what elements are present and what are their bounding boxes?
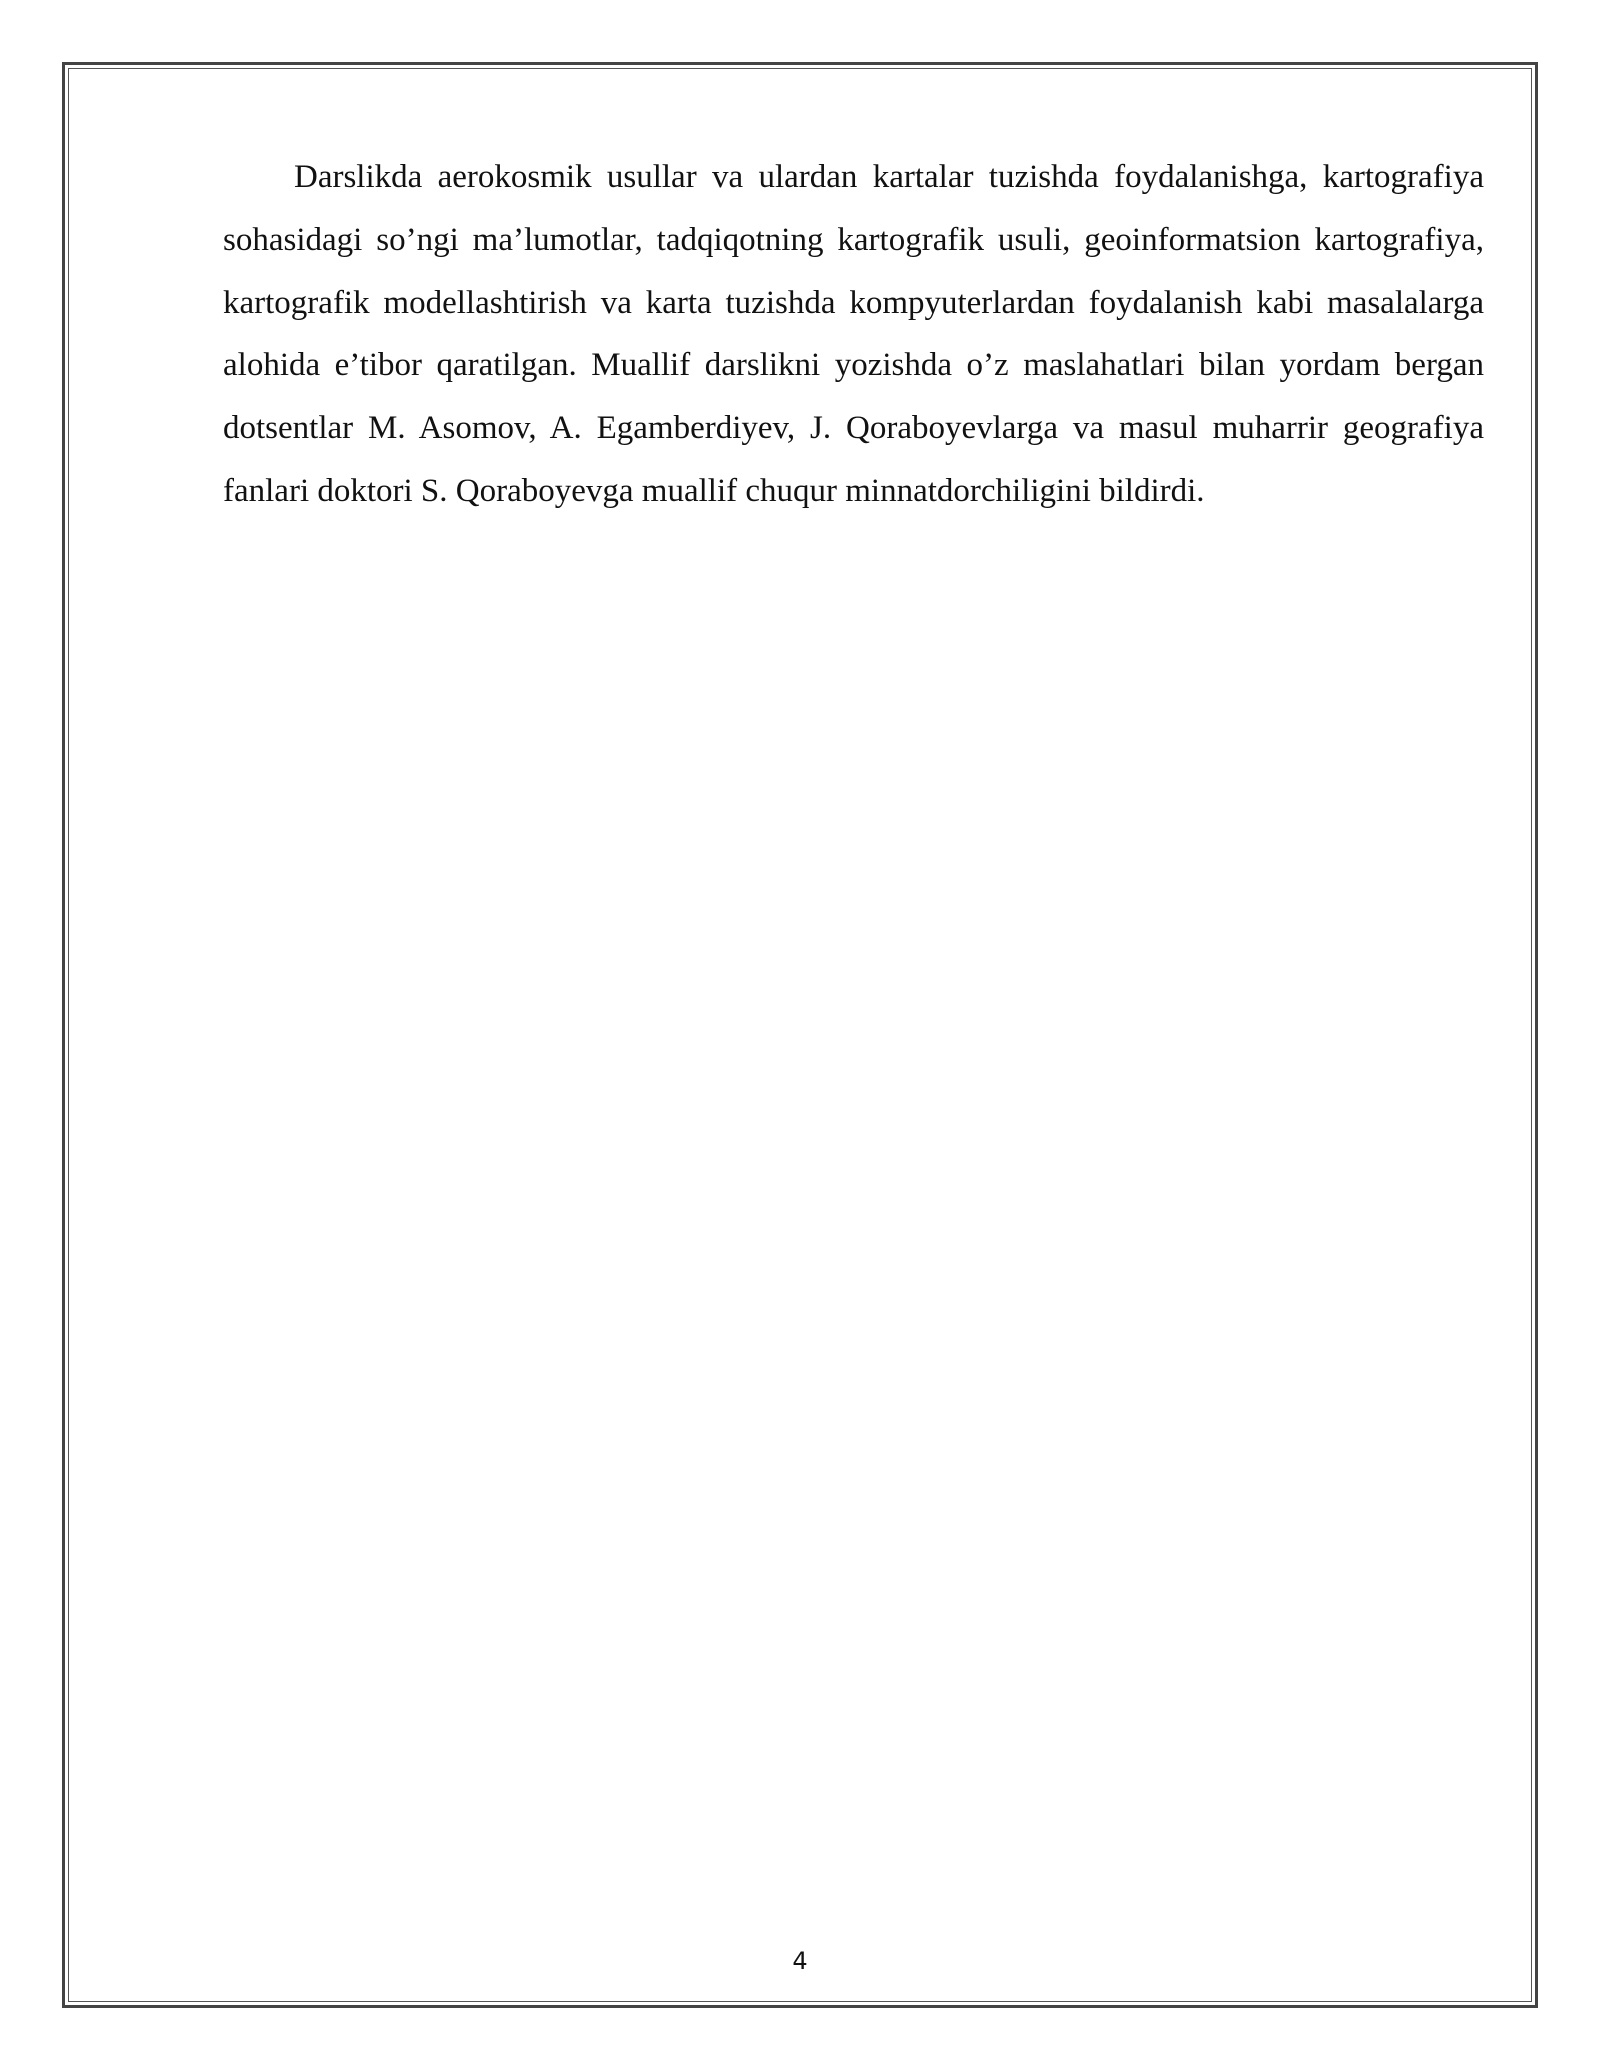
page-number: 4 [792, 1947, 808, 1975]
body-paragraph: Darslikda aerokosmik usullar va ulardan kartalar tuzishda foydalanishga, kartografiya sohasidagi so’ngi ma’lumotlar, tadqiqotning kartografik usuli, geoinformatsion kartografiya, kartografik modellashtirish va karta tuzishda kompyuterlardan foydalanish kabi masalalarga alohida e’tibor qaratilgan. Muallif darslikni yozishda o’z maslahatlari bilan yordam bergan dotsentlar M. Asomov, A. Egamberdiyev, J. Qoraboyevlarga va masul muharrir geografiya fanlari doktori S. Qoraboyevga muallif chuqur minnatdorchiligini bildirdi. [223, 159, 1484, 509]
